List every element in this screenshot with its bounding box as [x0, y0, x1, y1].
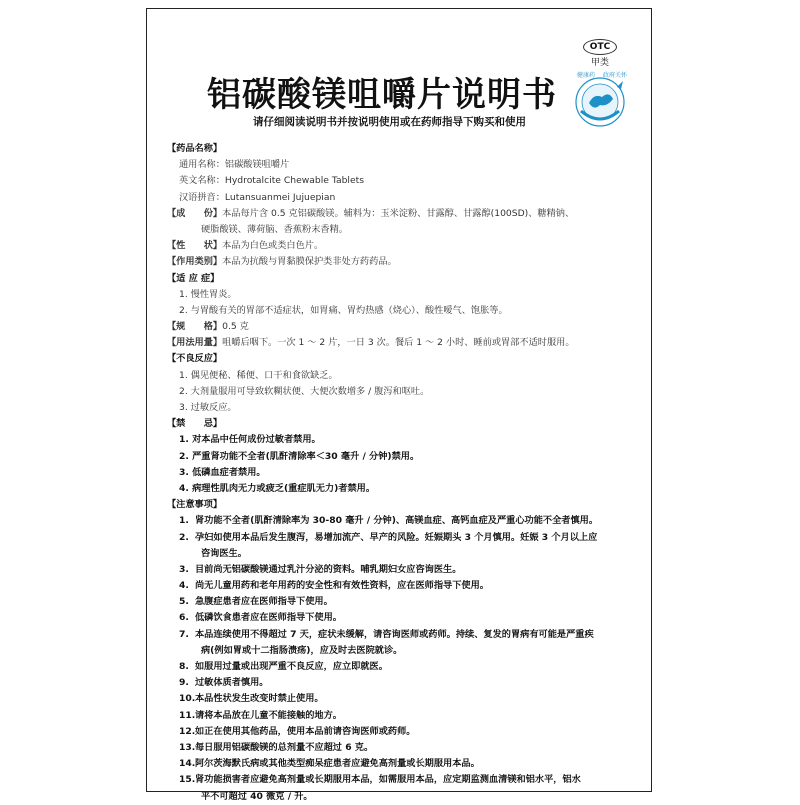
- precaution-text: 肾功能不全者(肌酐清除率为 30-80 毫升 / 分钟)、高镁血症、高钙血症及严重心功能不全者慎用。: [195, 515, 599, 527]
- precaution-number: 9.: [179, 677, 189, 689]
- precaution-text: 如正在使用其他药品，使用本品前请咨询医师或药师。: [195, 725, 416, 737]
- english-name: 英文名称：Hydrotalcite Chewable Tablets: [179, 175, 365, 187]
- leaflet-body: [167, 141, 637, 805]
- generic-name: 通用名称：铝碳酸镁咀嚼片: [179, 159, 290, 171]
- document-title: 铝碳酸镁咀嚼片说明书: [207, 75, 557, 115]
- contraindications-heading: 【禁 忌】: [167, 418, 223, 430]
- precaution-text: 阿尔茨海默氏病或其他类型痴呆症患者应避免高剂量或长期服用本品。: [195, 758, 480, 770]
- otc-logo-icon: [567, 67, 633, 133]
- precaution-item-continued: [167, 546, 637, 562]
- precaution-text: 本品性状发生改变时禁止使用。: [195, 693, 324, 705]
- precaution-item: [167, 772, 637, 788]
- indication-item: 2. 与胃酸有关的胃部不适症状，如胃痛、胃灼热感（烧心）、酸性嗳气、饱胀等。: [179, 304, 508, 316]
- contraindication-item: 4. 病理性肌肉无力或疲乏(重症肌无力)者禁用。: [179, 482, 376, 494]
- character-row: [167, 238, 637, 254]
- precaution-number: 1.: [179, 515, 189, 527]
- composition-line-2: 硬脂酸镁、薄荷脑、香蕉粉末香精。: [201, 223, 348, 235]
- character-heading: 【性 状】: [167, 240, 223, 252]
- usage-row: [167, 335, 637, 351]
- spec-heading: 【规 格】: [167, 321, 223, 333]
- usage-heading: 【用法用量】: [167, 337, 223, 349]
- precaution-item: [167, 610, 637, 626]
- adverse-item: 3. 过敏反应。: [179, 402, 237, 413]
- precaution-number: 8.: [179, 661, 189, 672]
- precaution-item: [167, 740, 637, 756]
- precaution-number: 12.: [179, 725, 196, 737]
- logo-top-text: 健康药: [577, 72, 596, 79]
- contraindication-item: 1. 对本品中任何成份过敏者禁用。: [179, 434, 321, 446]
- otc-class-label: 甲类: [590, 58, 609, 68]
- indications-heading: 【适 应 症】: [167, 272, 220, 284]
- otc-badge: OTC: [583, 39, 617, 55]
- precaution-item: [167, 513, 637, 529]
- logo-right-text: 政府关怀: [603, 72, 628, 79]
- precaution-text: 咨询医生。: [201, 547, 247, 559]
- precaution-item: [167, 691, 637, 707]
- precaution-item: [167, 708, 637, 724]
- pinyin-name: 汉语拼音：Lutansuanmei Jujuepian: [179, 191, 336, 203]
- precaution-item: [167, 724, 637, 740]
- precaution-text: 肾功能损害者应避免高剂量或长期服用本品，如需服用本品，应定期监测血清镁和铝水平，铝水: [195, 774, 581, 786]
- precaution-text: 急腹症患者应在医师指导下使用。: [195, 596, 333, 608]
- precaution-text: 请将本品放在儿童不能接触的地方。: [195, 709, 342, 721]
- precaution-item: [167, 578, 637, 594]
- precaution-text: 目前尚无铝碳酸镁通过乳汁分泌的资料。哺乳期妇女应咨询医生。: [195, 563, 462, 575]
- precaution-item: [167, 756, 637, 772]
- precaution-text: 本品连续使用不得超过 7 天，症状未缓解，请咨询医师或药师。持续、复发的胃病有可能是严重疾: [195, 628, 594, 640]
- composition-heading: 【成 份】: [167, 207, 223, 219]
- precaution-number: 4.: [179, 580, 189, 592]
- adverse-heading: 【不良反应】: [167, 353, 223, 365]
- precaution-number: 7.: [179, 628, 189, 640]
- precaution-text: 如服用过量或出现严重不良反应，应立即就医。: [195, 661, 388, 672]
- spec-text: 0.5 克: [222, 321, 249, 333]
- precaution-number: 2.: [179, 531, 189, 543]
- precaution-text: 每日服用铝碳酸镁的总剂量不应超过 6 克。: [195, 741, 374, 753]
- precautions-heading: 【注意事项】: [167, 499, 223, 511]
- usage-text: 咀嚼后咽下。一次 1 ～ 2 片，一日 3 次。餐后 1 ～ 2 小时、睡前或胃部不适时服用。: [222, 337, 575, 349]
- drug-name-heading: 【药品名称】: [167, 143, 223, 154]
- precaution-text: 孕妇如使用本品后发生腹泻，易增加流产、早产的风险。妊娠期头 3 个月慎用。妊娠 3 个月以上应: [195, 531, 598, 543]
- category-text: 本品为抗酸与胃黏膜保护类非处方药药品。: [222, 256, 397, 268]
- precaution-item: [167, 594, 637, 610]
- adverse-item: 1. 偶见便秘、稀便、口干和食欲缺乏。: [179, 369, 338, 381]
- contraindication-item: 2. 严重肾功能不全者(肌酐清除率＜30 毫升 / 分钟)禁用。: [179, 450, 420, 462]
- category-heading: 【作用类别】: [167, 256, 223, 268]
- leaflet-sheet: [146, 8, 652, 802]
- precaution-item: [167, 659, 637, 675]
- character-text: 本品为白色或类白色片。: [222, 240, 324, 252]
- precautions-list: [167, 513, 637, 804]
- contraindication-item: 3. 低磷血症者禁用。: [179, 466, 266, 478]
- indication-item: 1. 慢性胃炎。: [179, 288, 237, 300]
- precaution-number: 6.: [179, 612, 189, 624]
- precaution-number: 15.: [179, 774, 196, 786]
- precaution-text: 过敏体质者慎用。: [195, 677, 269, 689]
- spec-row: [167, 319, 637, 335]
- precaution-item-continued: [167, 789, 637, 805]
- precaution-number: 10.: [179, 693, 196, 705]
- precaution-text: 平不可超过 40 微克 / 升。: [201, 790, 313, 802]
- composition-line-1: [167, 206, 637, 222]
- category-row: [167, 254, 637, 270]
- document-subtitle: 请仔细阅读说明书并按说明使用或在药师指导下购买和使用: [253, 116, 526, 128]
- precaution-number: 13.: [179, 741, 196, 753]
- precaution-item: [167, 562, 637, 578]
- precaution-item: [167, 627, 637, 643]
- precaution-text: 病(例如胃或十二指肠溃疡)，应及时去医院就诊。: [201, 644, 403, 656]
- precaution-number: 11.: [179, 709, 196, 721]
- adverse-item: 2. 大剂量服用可导致软糊状便、大便次数增多 / 腹泻和呕吐。: [179, 385, 430, 397]
- precaution-number: 5.: [179, 596, 189, 608]
- precaution-item: [167, 530, 637, 546]
- precaution-number: 3.: [179, 563, 189, 575]
- composition-text-1: 本品每片含 0.5 克铝碳酸镁。辅料为：玉米淀粉、甘露醇、甘露醇(100SD)、糖精钠、: [222, 207, 575, 219]
- precaution-item: [167, 675, 637, 691]
- precaution-item-continued: [167, 643, 637, 659]
- precaution-number: 14.: [179, 758, 196, 770]
- precaution-text: 低磷饮食患者应在医师指导下使用。: [195, 612, 342, 624]
- precaution-text: 尚无儿童用药和老年用药的安全性和有效性资料，应在医师指导下使用。: [195, 580, 489, 592]
